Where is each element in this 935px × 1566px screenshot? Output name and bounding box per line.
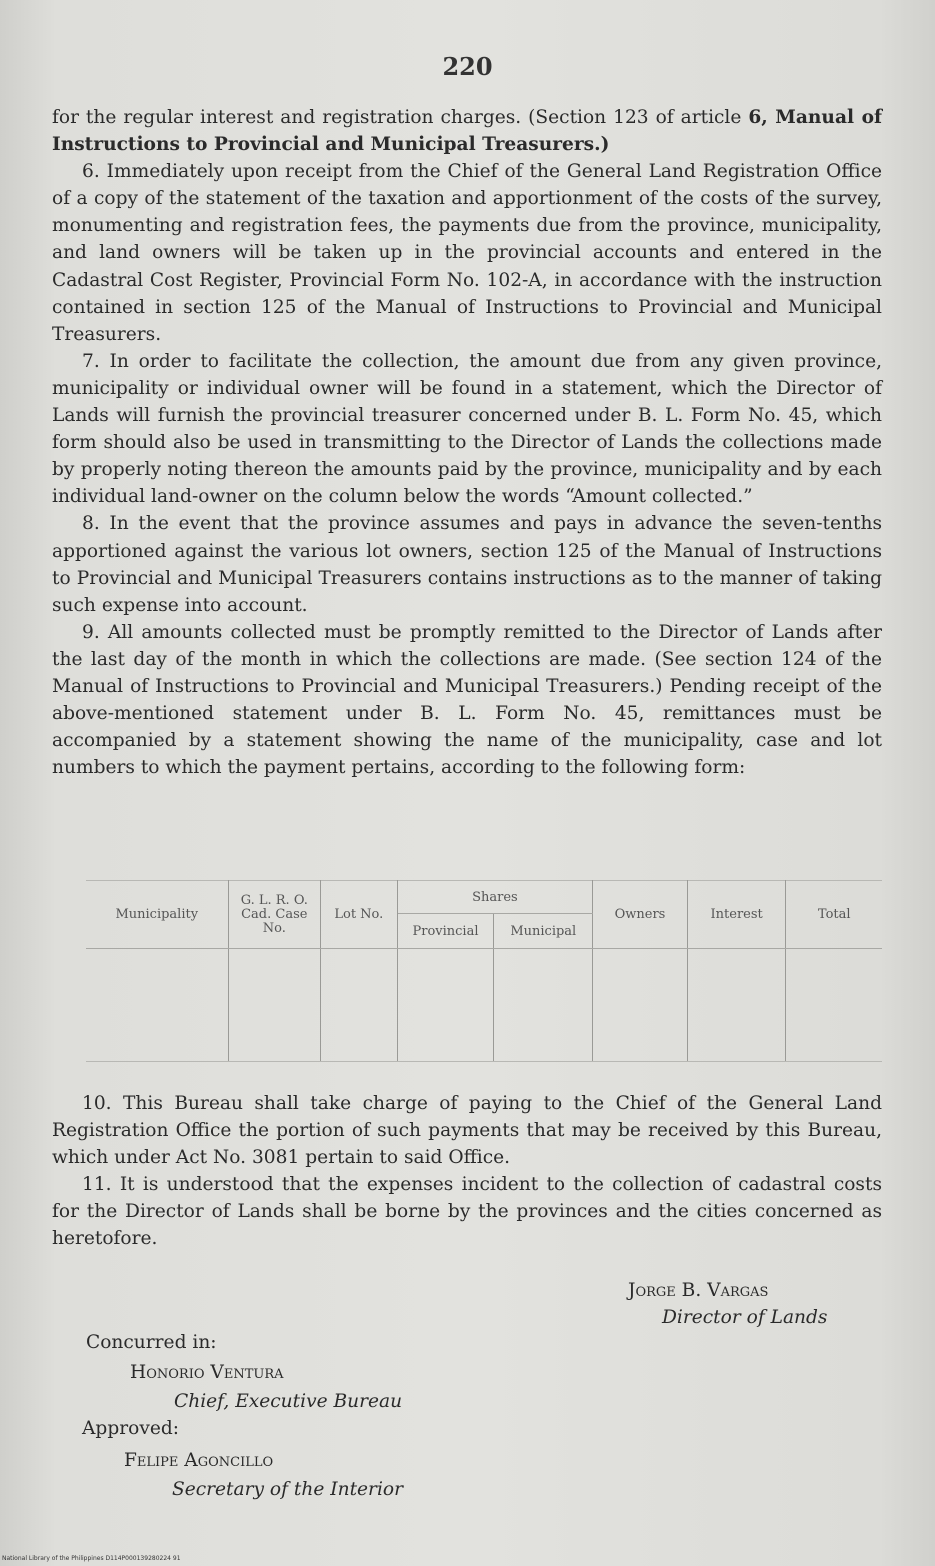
col-glro-case [228, 881, 321, 949]
col-lot-no: Lot No. [321, 881, 398, 949]
col-shares: Shares [397, 881, 593, 914]
body-text-bottom [52, 1090, 882, 1252]
concurred-label: Concurred in: [86, 1332, 217, 1353]
approved-label: Approved: [82, 1418, 179, 1439]
table-cell [397, 949, 494, 1062]
chief-name: Honorio Ventura [130, 1362, 284, 1383]
page-number: 220 [442, 52, 493, 81]
glro-line-1: G. L. R. O. [240, 892, 308, 908]
scan-footer: National Library of the Philippines D114P000139280224 91 [2, 1555, 181, 1562]
continuation-text: for the regular interest and registration charges. (Section 123 of article [52, 107, 749, 128]
table-cell [86, 949, 228, 1062]
chief-title: Chief, Executive Bureau [174, 1391, 403, 1412]
secretary-title: Secretary of the Interior [172, 1479, 403, 1500]
paragraph-10: 10. This Bureau shall take charge of paying to the Chief of the General Land Registration Office the portion of such payments that may be received by this Bureau, which under Act No. 3081 pertain to said Office. [52, 1093, 882, 1168]
table-cell [593, 949, 688, 1062]
glro-line-3: No. [262, 920, 286, 936]
continuation-bold-text: 6, Manual of Instructions to Provincial and Municipal Treasurers.) [52, 107, 882, 156]
secretary-name: Felipe Agoncillo [124, 1450, 274, 1471]
table-cell [687, 949, 786, 1062]
table-cell [786, 949, 882, 1062]
glro-line-2: Cad. Case [241, 906, 308, 922]
table-row [86, 949, 882, 1062]
col-interest: Interest [687, 881, 786, 949]
col-municipal: Municipal [494, 914, 593, 949]
table-cell [321, 949, 398, 1062]
paragraph-11: 11. It is understood that the expenses incident to the collection of cadastral costs for the Director of Lands shall be borne by the provinces and the cities concerned as heretofore. [52, 1174, 882, 1249]
paragraph-6: 6. Immediately upon receipt from the Chief of the General Land Registration Office of a copy of the statement of the taxation and apportionment of the costs of the survey, monumenting and registration fees, the payments due from the province, municipality, and land owners will be taken up in the provincial accounts and entered in the Cadastral Cost Register, Provincial Form No. 102-A, in accordance with the instruction contained in section 125 of the Manual of Instructions to Provincial and Municipal Treasurers. [52, 161, 882, 345]
table-cell [494, 949, 593, 1062]
paragraph-continuation [52, 104, 882, 158]
table-header-row [86, 881, 882, 914]
paragraph-9: 9. All amounts collected must be promptly remitted to the Director of Lands after the last day of the month in which the collections are made. (See section 124 of the Manual of Instructions to Provincial and Municipal Treasurers.) Pending receipt of the above-mentioned statement under B. L. Form No. 45, remittances must be accompanied by a statement showing the name of the municipality, case and lot numbers to which the payment pertains, according to the following form: [52, 621, 882, 779]
director-name: Jorge B. Vargas [628, 1280, 769, 1301]
col-total: Total [786, 881, 882, 949]
table-cell [228, 949, 321, 1062]
col-owners: Owners [593, 881, 688, 949]
col-provincial: Provincial [397, 914, 494, 949]
remittance-form-table [86, 880, 882, 1062]
paragraph-8: 8. In the event that the province assumes and pays in advance the seven-tenths apportioned against the various lot owners, section 125 of the Manual of Instructions to Provincial and Municipal Treasurers contains instructions as to the manner of taking such expense into account. [52, 513, 882, 616]
paragraph-7: 7. In order to facilitate the collection, the amount due from any given province, municipality or individual owner will be found in a statement, which the Director of Lands will furnish the provincial treasurer concerned under B. L. Form No. 45, which form should also be used in transmitting to the Director of Lands the collections made by properly noting thereon the amounts paid by the province, municipality and by each individual land-owner on the column below the words “Amount collected.” [52, 350, 882, 508]
col-municipality: Municipality [86, 881, 228, 949]
director-title: Director of Lands [662, 1307, 828, 1328]
body-text-top [52, 104, 882, 781]
